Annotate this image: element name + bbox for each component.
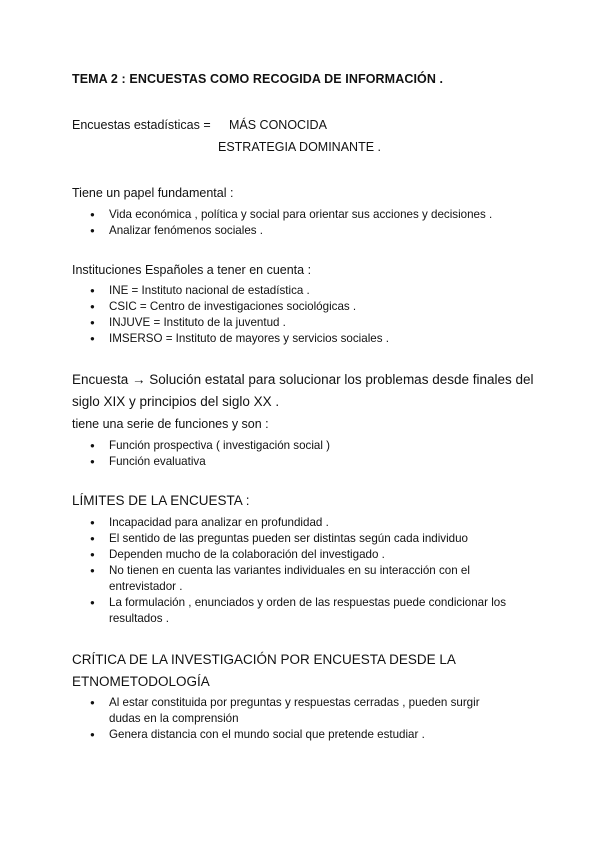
critica-list (90, 695, 480, 743)
list-item: ● No tienen en cuenta las variantes individuales en su interacción con el (90, 563, 506, 579)
encuestas-label: Encuestas estadísticas = (72, 118, 211, 132)
critica-heading-1: CRÍTICA DE LA INVESTIGACIÓN POR ENCUESTA DESDE LA (72, 652, 456, 667)
encuesta-line-2: siglo XIX y principios del siglo XX . (72, 394, 280, 409)
list-item: ● CSIC = Centro de investigaciones sociológicas . (90, 299, 389, 315)
list-item: ● El sentido de las preguntas pueden ser distintas según cada individuo (90, 531, 506, 547)
list-item: ● IMSERSO = Instituto de mayores y servicios sociales . (90, 331, 389, 347)
encuesta-line-1: Encuesta → Solución estatal para solucionar los problemas desde finales del (72, 372, 534, 387)
list-item: ● Dependen mucho de la colaboración del investigado . (90, 547, 506, 563)
limites-heading: LÍMITES DE LA ENCUESTA : (72, 493, 250, 508)
list-item: ● La formulación , enunciados y orden de las respuestas puede condicionar los (90, 595, 506, 611)
list-item: ● Función evaluativa (90, 454, 330, 470)
list-item: ● Al estar constituida por preguntas y respuestas cerradas , pueden surgir (90, 695, 480, 711)
encuestas-value-1: MÁS CONOCIDA (229, 118, 327, 132)
list-item: ● Función prospectiva ( investigación social ) (90, 438, 330, 454)
list-item: ● INE = Instituto nacional de estadística . (90, 283, 389, 299)
encuesta-line-3: tiene una serie de funciones y son : (72, 417, 269, 431)
list-item: ● Vida económica , política y social para orientar sus acciones y decisiones . (90, 207, 492, 223)
list-item: ● Incapacidad para analizar en profundidad . (90, 515, 506, 531)
funciones-list (90, 438, 330, 470)
list-item-continuation: dudas en la comprensión (109, 712, 239, 725)
list-item-continuation: entrevistador . (109, 580, 183, 593)
list-item: ● Analizar fenómenos sociales . (90, 223, 492, 239)
instituciones-heading: Instituciones Españoles a tener en cuenta : (72, 263, 312, 277)
instituciones-list (90, 283, 389, 347)
list-item: ● INJUVE = Instituto de la juventud . (90, 315, 389, 331)
limites-list (90, 515, 506, 627)
page-title: TEMA 2 : ENCUESTAS COMO RECOGIDA DE INFORMACIÓN . (72, 72, 444, 86)
encuestas-value-2: ESTRATEGIA DOMINANTE . (218, 140, 381, 154)
critica-heading-2: ETNOMETODOLOGÍA (72, 674, 210, 689)
list-item: ● Genera distancia con el mundo social que pretende estudiar . (90, 727, 480, 743)
list-item-continuation: resultados . (109, 612, 169, 625)
papel-heading: Tiene un papel fundamental : (72, 186, 234, 200)
papel-list (90, 207, 492, 239)
